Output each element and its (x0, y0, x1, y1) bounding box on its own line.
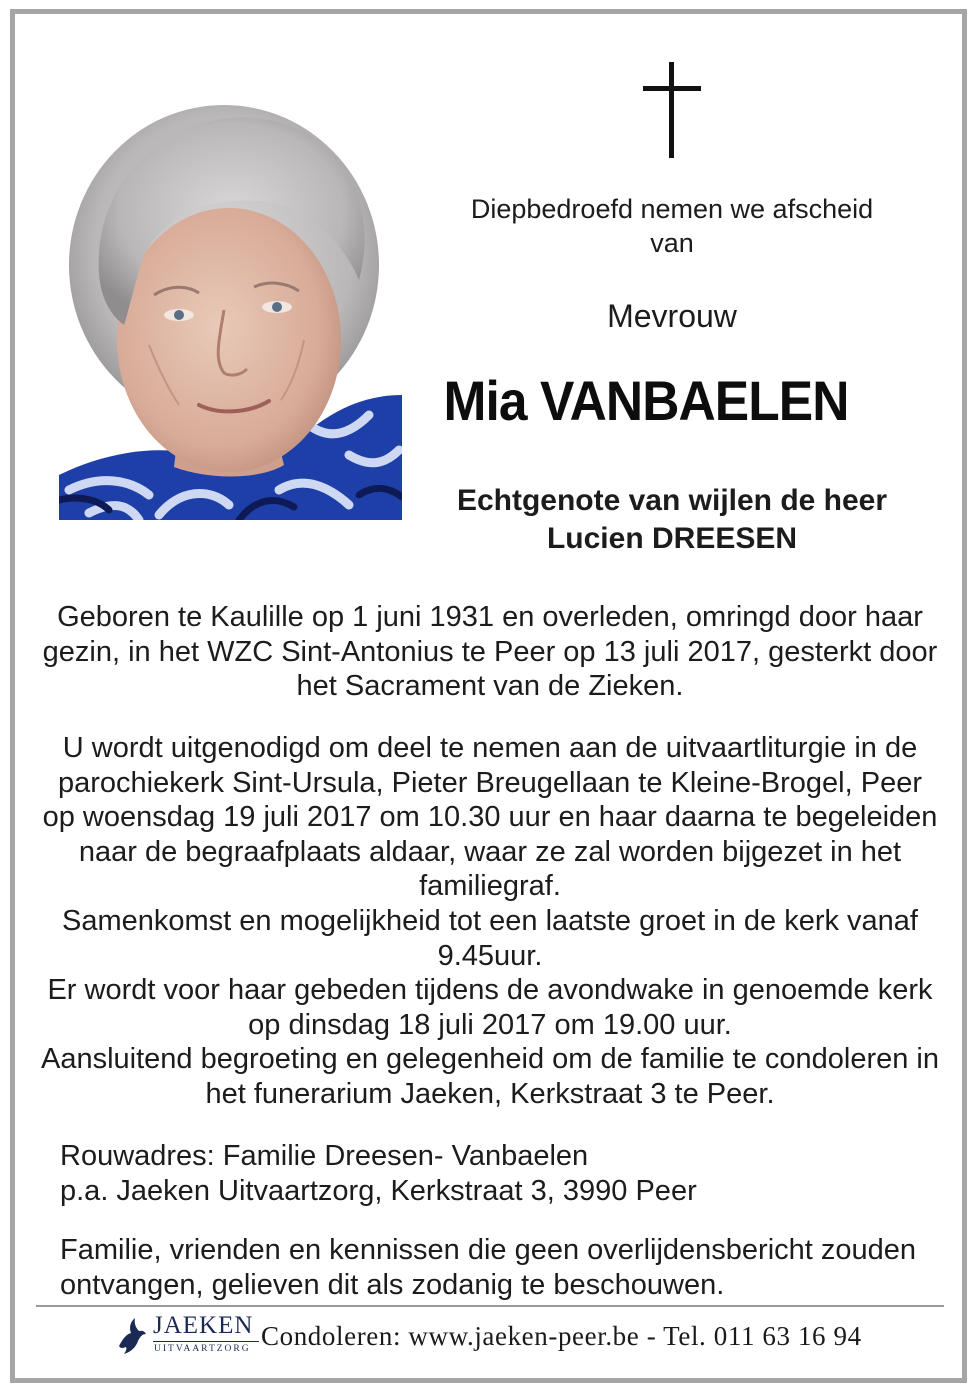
funeral-paragraph (40, 731, 940, 1112)
notice-paragraph: Familie, vrienden en kennissen die geen overlijdensbericht zouden ontvangen, gelieven dit als zodanig te beschouwen. (60, 1234, 917, 1301)
deceased-name: Mia VANBAELEN (443, 369, 849, 432)
address-line-1: Rouwadres: Familie Dreesen- Vanbaelen (60, 1140, 589, 1172)
funeral-invitation: U wordt uitgenodigd om deel te nemen aan de uitvaartliturgie in de parochiekerk Sint-Ursula, Pieter Breugellaan te Kleine-Brogel, Peer op woensdag 19 juli 2017 om 10.30 uur en haar daarna te begeleiden naar de begraafplaats aldaar, waar ze zal worden bijgezet in het familiegraf. (42, 732, 938, 903)
birth-death-paragraph: Geboren te Kaulille op 1 juni 1931 en overleden, omringd door haar gezin, in het WZC Sint-Antonius te Peer op 13 juli 2017, gesterkt door het Sacrament van de Zieken. (42, 601, 938, 703)
address-line-2: p.a. Jaeken Uitvaartzorg, Kerkstraat 3, 3990 Peer (60, 1174, 697, 1207)
logo-divider (153, 1341, 259, 1342)
spouse-line: Echtgenote van wijlen de heer Lucien DREESEN (456, 484, 888, 555)
footer-divider (36, 1305, 944, 1307)
funeral-gathering: Samenkomst en mogelijkheid tot een laatste groet in de kerk vanaf 9.45uur. (62, 904, 918, 972)
logo-name: JAEKEN (153, 1312, 254, 1339)
portrait-photo (59, 95, 402, 520)
intro-text: Diepbedroefd nemen we afscheid van (470, 194, 874, 258)
mourning-address (60, 1139, 960, 1208)
honorific: Mevrouw (607, 298, 737, 334)
footer (115, 1312, 895, 1362)
dove-icon (115, 1316, 147, 1356)
logo-subtitle: UITVAARTZORG (154, 1344, 251, 1354)
cross-icon (640, 62, 704, 160)
funeral-condolence: Aansluitend begroeting en gelegenheid om de familie te condoleren in het funerarium Jaeken, Kerkstraat 3 te Peer. (40, 1043, 940, 1110)
funeral-wake: Er wordt voor haar gebeden tijdens de avondwake in genoemde kerk op dinsdag 18 juli 2017 om 19.00 uur. (47, 974, 933, 1041)
condolence-contact[interactable]: Condoleren: www.jaeken-peer.be - Tel. 011 63 16 94 (261, 1321, 862, 1351)
